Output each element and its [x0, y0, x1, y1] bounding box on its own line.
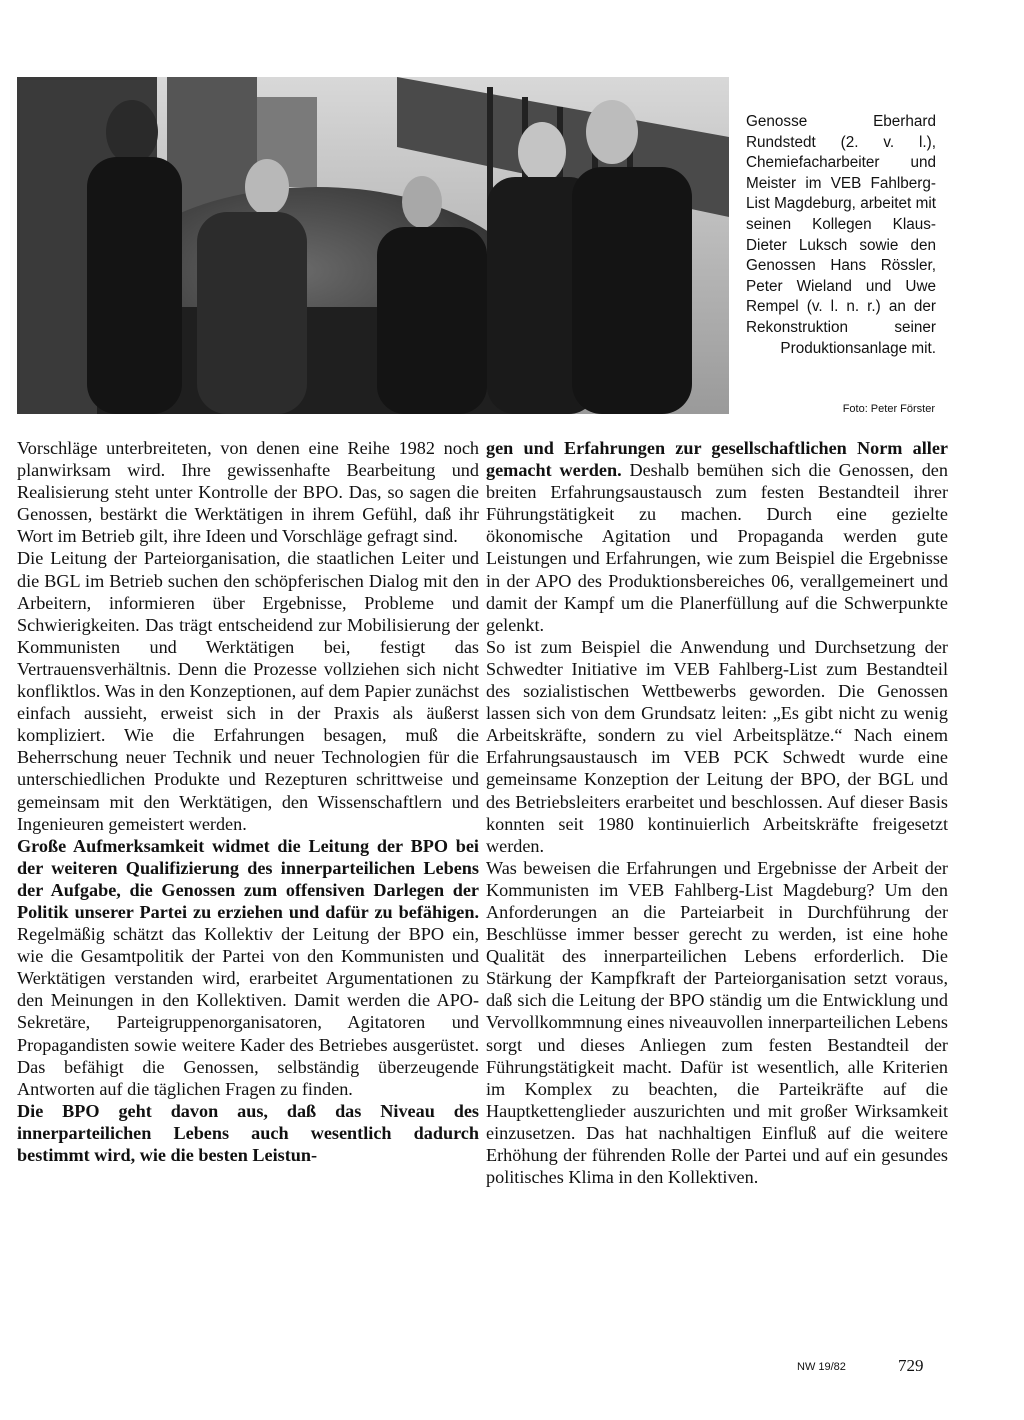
issue-number: NW 19/82: [797, 1361, 846, 1373]
photo-credit: Foto: Peter Förster: [842, 403, 935, 415]
left-column: [17, 437, 479, 1166]
paragraph-bold: Die BPO geht davon aus, daß das Niveau des innerparteilichen Lebens auch wesentlich dadurch bestimmt wird, wie die besten Leistun-: [17, 1100, 479, 1165]
page-number: 729: [898, 1356, 924, 1375]
right-column: [486, 437, 948, 1188]
article-photo: [17, 77, 729, 414]
paragraph: [486, 437, 948, 636]
paragraph: [17, 835, 479, 1100]
paragraph: Die Leitung der Parteiorganisation, die staatlichen Leiter und die BGL im Betrieb suchen den schöpferischen Dialog mit den Arbeitern, informieren über Ergebnisse, Probleme und Schwierigkeiten. Das trägt entscheidend zur Mobilisierung der Kommunisten und Werktätigen bei, festigt das Vertrauensverhältnis. Denn die Prozesse vollziehen sich nicht konfliktlos. Was in den Konzeptionen, auf dem Papier zunächst einfach aussieht, erweist sich in der Praxis als äußerst kompliziert. Wie die Erfahrungen besagen, muß die Beherrschung neuer Technik und neuer Technologien für die unterschiedlichen Produkte und Rezepturen schrittweise und gemeinsam mit den Werktätigen, den Wissenschaftlern und Ingenieuren gemeistert werden.: [17, 548, 479, 834]
paragraph-text: Deshalb bemühen sich die Genossen, den breiten Erfahrungsaustausch zum festen Bestandteil ihrer Führungstätigkeit zu machen. Durch eine gezielte ökonomische Agitation und Propaganda werden gute Leistungen und Erfahrungen, wie zum Beispiel die Ergebnisse in der APO des Produktionsbereiches 06, verallgemeinert und damit der Kampf um die Planerfüllung auf die Schwerpunkte gelenkt.: [486, 460, 948, 635]
bold-lead: Große Aufmerksamkeit widmet die Leitung der BPO bei der weiteren Qualifizierung des innerparteilichen Lebens der Aufgabe, die Genossen zum offensiven Darlegen der Politik unserer Partei zu erziehen und dafür zu befähigen.: [17, 835, 479, 922]
paragraph: Vorschläge unterbreiteten, von denen eine Reihe 1982 noch planwirksam wird. Ihre gewissenhafte Bearbeitung und Realisierung steht unter Kontrolle der BPO. Das, so sagen die Genossen, bestärkt die Werktätigen in ihrem Gefühl, daß ihr Wort im Betrieb gilt, ihre Ideen und Vorschläge gefragt sind.: [17, 438, 479, 547]
photo-caption: Genosse Eberhard Rundstedt (2. v. l.), Chemiefacharbeiter und Meister im VEB Fahlberg-List Magdeburg, arbeitet mit seinen Kollegen Klaus-Dieter Luksch sowie den Genossen Hans Rössler, Peter Wieland und Uwe Rempel (v. l. n. r.) an der Rekonstruktion seiner Produktionsanlage mit.: [746, 113, 936, 357]
paragraph-text: Regelmäßig schätzt das Kollektiv der Leitung der BPO ein, wie die Gesamtpolitik der Partei von den Kommunisten und Werktätigen verstanden wird, erarbeitet Argumentationen zu den Meinungen in den Kollektiven. Damit werden die APO-Sekretäre, Parteigruppenorganisatoren, Agitatoren und Propagandisten sowie weitere Kader des Betriebes ausgerüstet. Das befähigt die Genossen, selbständig überzeugende Antworten auf die täglichen Fragen zu finden.: [17, 924, 479, 1099]
paragraph: So ist zum Beispiel die Anwendung und Durchsetzung der Schwedter Initiative im VEB Fahlberg-List zum Bestandteil des sozialistischen Wettbewerbs geworden. Die Genossen lassen sich von dem Grundsatz leiten: „Es gibt nicht zu wenig Arbeitskräfte, sondern zu viel Arbeitsplätze.“ Nach einem Erfahrungsaustausch im VEB PCK Schwedt wurde eine gemeinsame Konzeption der Leitung der BPO, der BGL und des Betriebsleiters erarbeitet und beschlossen. Auf dieser Basis konnten seit 1980 kontinuierlich Arbeitskräfte freigesetzt werden.: [486, 636, 948, 856]
bold-lead: gen und Erfahrungen zur gesellschaftlichen Norm aller gemacht werden.: [486, 438, 948, 481]
photo-icon: [17, 77, 729, 414]
paragraph: Was beweisen die Erfahrungen und Ergebnisse der Arbeit der Kommunisten im VEB Fahlberg-List Magdeburg? Um den Anforderungen an die Parteiarbeit in Durchführung der Beschlüsse immer besser gerecht zu werden, ist eine hohe Qualität des innerparteilichen Lebens erforderlich. Die Stärkung der Kampfkraft der Parteiorganisation setzt voraus, daß sich die Leitung der BPO ständig um die Entwicklung und Vervollkommnung eines niveauvollen innerparteilichen Lebens sorgt und dieses Anliegen zum festen Bestandteil der Führungstätigkeit macht. Dafür ist wesentlich, alle Kriterien im Komplex zu beachten, die Parteikräfte auf die Hauptkettenglieder auszurichten und mit großer Wirksamkeit einzusetzen. Das hat nachhaltigen Einfluß auf die weitere Erhöhung der führenden Rolle der Partei und auf ein gesundes politisches Klima in den Kollektiven.: [486, 857, 948, 1188]
